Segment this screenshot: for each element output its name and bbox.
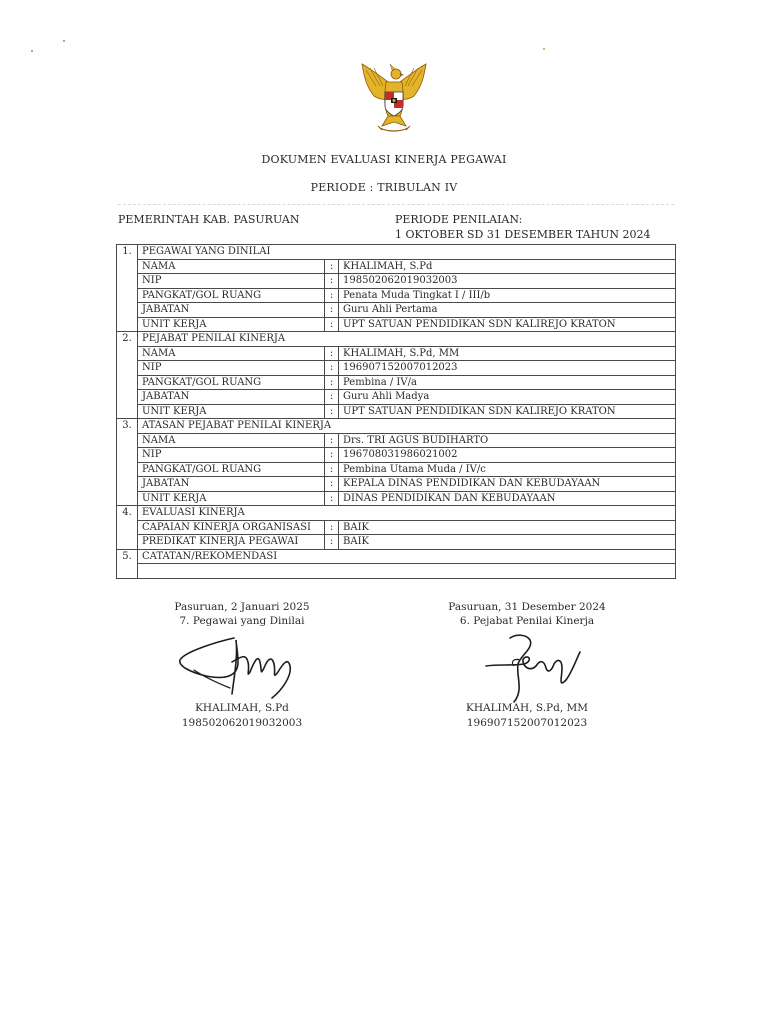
row-value: 196708031986021002: [339, 448, 676, 463]
colon-separator: :: [325, 288, 339, 303]
row-label: NIP: [138, 361, 325, 376]
section-header-row: [117, 332, 676, 347]
colon-separator: :: [325, 390, 339, 405]
table-row: [117, 346, 676, 361]
row-value: 196907152007012023: [339, 361, 676, 376]
row-value: Penata Muda Tingkat I / III/b: [339, 288, 676, 303]
row-label: PREDIKAT KINERJA PEGAWAI: [138, 535, 325, 550]
colon-separator: :: [325, 477, 339, 492]
row-label: JABATAN: [138, 390, 325, 405]
table-row: [117, 520, 676, 535]
right-signature-icon: [480, 630, 590, 706]
notes-empty-row: [117, 564, 676, 579]
table-row: [117, 361, 676, 376]
colon-separator: :: [325, 259, 339, 274]
document-title: DOKUMEN EVALUASI KINERJA PEGAWAI: [261, 153, 507, 166]
colon-separator: :: [325, 462, 339, 477]
colon-separator: :: [325, 346, 339, 361]
section-header-row: [117, 549, 676, 564]
assessment-period-value: 1 OKTOBER SD 31 DESEMBER TAHUN 2024: [395, 228, 651, 241]
section-title: CATATAN/REKOMENDASI: [138, 549, 676, 564]
row-label: NAMA: [138, 346, 325, 361]
row-value: 198502062019032003: [339, 274, 676, 289]
colon-separator: :: [325, 448, 339, 463]
table-row: [117, 303, 676, 318]
row-label: NIP: [138, 274, 325, 289]
period-title: PERIODE : TRIBULAN IV: [310, 181, 458, 194]
section-number: 3.: [117, 419, 138, 506]
table-row: [117, 535, 676, 550]
section-title: PEJABAT PENILAI KINERJA: [138, 332, 676, 347]
row-value: BAIK: [339, 520, 676, 535]
row-value: KEPALA DINAS PENDIDIKAN DAN KEBUDAYAAN: [339, 477, 676, 492]
row-label: UNIT KERJA: [138, 404, 325, 419]
row-label: JABATAN: [138, 303, 325, 318]
section-number: 4.: [117, 506, 138, 550]
colon-separator: :: [325, 317, 339, 332]
row-label: JABATAN: [138, 477, 325, 492]
colon-separator: :: [325, 433, 339, 448]
left-signer-name: KHALIMAH, S.Pd: [195, 702, 289, 714]
scan-speck: [543, 48, 545, 50]
colon-separator: :: [325, 274, 339, 289]
scan-speck: [31, 50, 33, 52]
evaluation-table: [116, 244, 676, 579]
section-title: ATASAN PEJABAT PENILAI KINERJA: [138, 419, 676, 434]
table-row: [117, 274, 676, 289]
row-value: Pembina / IV/a: [339, 375, 676, 390]
colon-separator: :: [325, 375, 339, 390]
table-row: [117, 375, 676, 390]
right-role: 6. Pejabat Penilai Kinerja: [459, 615, 595, 627]
scan-speck: [63, 40, 65, 42]
section-header-row: [117, 506, 676, 521]
table-row: [117, 448, 676, 463]
left-signer-nip: 198502062019032003: [181, 717, 303, 729]
row-value: BAIK: [339, 535, 676, 550]
row-value: UPT SATUAN PENDIDIKAN SDN KALIREJO KRATON: [339, 317, 676, 332]
government-label: PEMERINTAH KAB. PASURUAN: [118, 213, 300, 226]
row-label: NIP: [138, 448, 325, 463]
row-label: PANGKAT/GOL RUANG: [138, 462, 325, 477]
right-signer-nip: 196907152007012023: [466, 717, 588, 729]
row-value: Guru Ahli Madya: [339, 390, 676, 405]
section-title: PEGAWAI YANG DINILAI: [138, 245, 676, 260]
colon-separator: :: [325, 491, 339, 506]
row-value: UPT SATUAN PENDIDIKAN SDN KALIREJO KRATON: [339, 404, 676, 419]
assessment-period-label: PERIODE PENILAIAN:: [395, 213, 523, 226]
table-row: [117, 404, 676, 419]
section-number: 2.: [117, 332, 138, 419]
left-place-date: Pasuruan, 2 Januari 2025: [174, 601, 310, 613]
row-label: PANGKAT/GOL RUANG: [138, 375, 325, 390]
table-row: [117, 433, 676, 448]
row-value: Drs. TRI AGUS BUDIHARTO: [339, 433, 676, 448]
table-row: [117, 477, 676, 492]
table-row: [117, 462, 676, 477]
colon-separator: :: [325, 535, 339, 550]
row-label: NAMA: [138, 259, 325, 274]
right-place-date: Pasuruan, 31 Desember 2024: [448, 601, 606, 613]
divider: [118, 204, 674, 205]
section-title: EVALUASI KINERJA: [138, 506, 676, 521]
row-label: PANGKAT/GOL RUANG: [138, 288, 325, 303]
row-value: Pembina Utama Muda / IV/c: [339, 462, 676, 477]
right-signer-name: KHALIMAH, S.Pd, MM: [466, 702, 588, 714]
row-label: UNIT KERJA: [138, 317, 325, 332]
section-number: 5.: [117, 549, 138, 578]
colon-separator: :: [325, 361, 339, 376]
table-row: [117, 390, 676, 405]
left-signature-icon: [176, 632, 306, 702]
row-label: NAMA: [138, 433, 325, 448]
row-label: UNIT KERJA: [138, 491, 325, 506]
row-value: Guru Ahli Pertama: [339, 303, 676, 318]
table-row: [117, 259, 676, 274]
row-value: KHALIMAH, S.Pd: [339, 259, 676, 274]
row-value: DINAS PENDIDIKAN DAN KEBUDAYAAN: [339, 491, 676, 506]
table-row: [117, 491, 676, 506]
row-value: KHALIMAH, S.Pd, MM: [339, 346, 676, 361]
section-number: 1.: [117, 245, 138, 332]
colon-separator: :: [325, 520, 339, 535]
notes-cell: [138, 564, 676, 579]
table-row: [117, 317, 676, 332]
section-header-row: [117, 419, 676, 434]
section-header-row: [117, 245, 676, 260]
garuda-emblem-icon: [352, 56, 436, 140]
row-label: CAPAIAN KINERJA ORGANISASI: [138, 520, 325, 535]
left-role: 7. Pegawai yang Dinilai: [179, 615, 305, 627]
colon-separator: :: [325, 404, 339, 419]
table-row: [117, 288, 676, 303]
colon-separator: :: [325, 303, 339, 318]
